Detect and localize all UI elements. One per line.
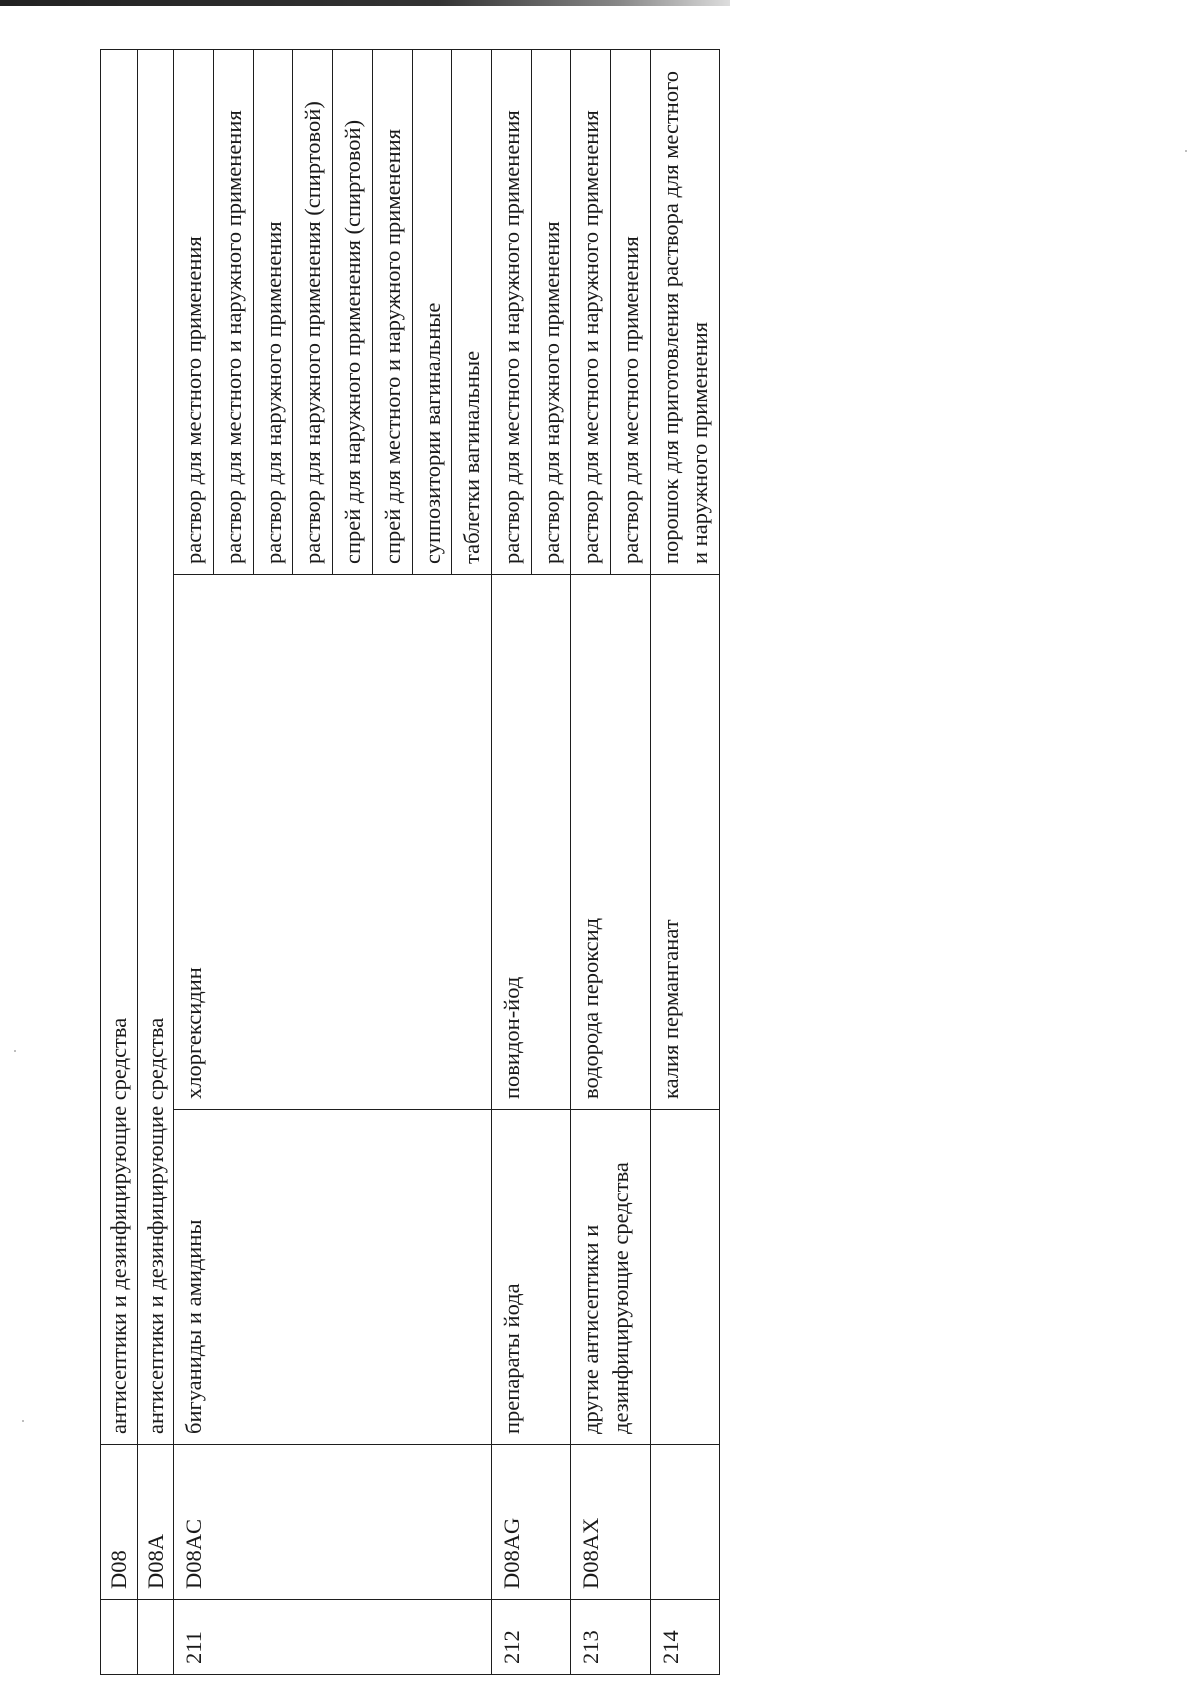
- dosage-form-cell: таблетки вагинальные: [452, 49, 492, 574]
- atc-code-cell: D08AX: [571, 1445, 650, 1600]
- scan-speck: [1185, 150, 1187, 152]
- pharmacological-group-cell: другие антисептики и дезинфицирующие средства: [571, 1110, 650, 1445]
- medication-table: [100, 49, 720, 1675]
- dosage-form-cell: спрей для наружного применения (спиртовой): [333, 49, 373, 574]
- row-number-cell: [101, 1600, 138, 1675]
- dosage-form-cell: раствор для местного применения: [610, 49, 650, 574]
- row-number-cell: 213: [571, 1600, 650, 1675]
- pharmacological-group-cell: [650, 1110, 719, 1445]
- dosage-form-cell: раствор для местного применения: [174, 49, 214, 574]
- dosage-form-cell: раствор для наружного применения: [531, 49, 571, 574]
- dosage-form-cell: раствор для наружного применения (спиртовой): [293, 49, 333, 574]
- drug-name-cell: хлоргексидин: [174, 575, 492, 1110]
- pharmacological-group-cell: препараты йода: [491, 1110, 570, 1445]
- drug-name-cell: повидон-йод: [491, 575, 570, 1110]
- table-row: [491, 49, 531, 1674]
- scan-edge-shadow: [0, 0, 730, 6]
- pharmacological-group-cell: бигуаниды и амидины: [174, 1110, 492, 1445]
- drug-name-cell: калия перманганат: [650, 575, 719, 1110]
- subsection-title-cell: антисептики и дезинфицирующие средства: [137, 49, 174, 1444]
- table-row: [174, 49, 214, 1674]
- atc-code-cell: [650, 1445, 719, 1600]
- dosage-form-cell: спрей для местного и наружного применения: [372, 49, 412, 574]
- rotated-page-content: [100, 50, 720, 1675]
- table-row: [650, 49, 719, 1674]
- subsection-header-row: [137, 49, 174, 1674]
- drug-name-cell: водорода пероксид: [571, 575, 650, 1110]
- section-header-row: [101, 49, 138, 1674]
- atc-code-cell: D08AC: [174, 1445, 492, 1600]
- atc-code-cell: D08AG: [491, 1445, 570, 1600]
- table-row: [571, 49, 611, 1674]
- atc-code-cell: D08A: [137, 1445, 174, 1600]
- dosage-form-cell: суппозитории вагинальные: [412, 49, 452, 574]
- row-number-cell: [137, 1600, 174, 1675]
- dosage-form-cell: раствор для наружного применения: [253, 49, 293, 574]
- dosage-form-cell: раствор для местного и наружного применения: [491, 49, 531, 574]
- dosage-form-cell: раствор для местного и наружного применения: [214, 49, 254, 574]
- row-number-cell: 212: [491, 1600, 570, 1675]
- row-number-cell: 211: [174, 1600, 492, 1675]
- section-title-cell: антисептики и дезинфицирующие средства: [101, 49, 138, 1444]
- scan-speck: [22, 1420, 24, 1422]
- dosage-form-cell: раствор для местного и наружного применения: [571, 49, 611, 574]
- row-number-cell: 214: [650, 1600, 719, 1675]
- atc-code-cell: D08: [101, 1445, 138, 1600]
- scan-speck: [14, 1050, 16, 1052]
- dosage-form-cell: порошок для приготовления раствора для местного и наружного применения: [650, 49, 719, 574]
